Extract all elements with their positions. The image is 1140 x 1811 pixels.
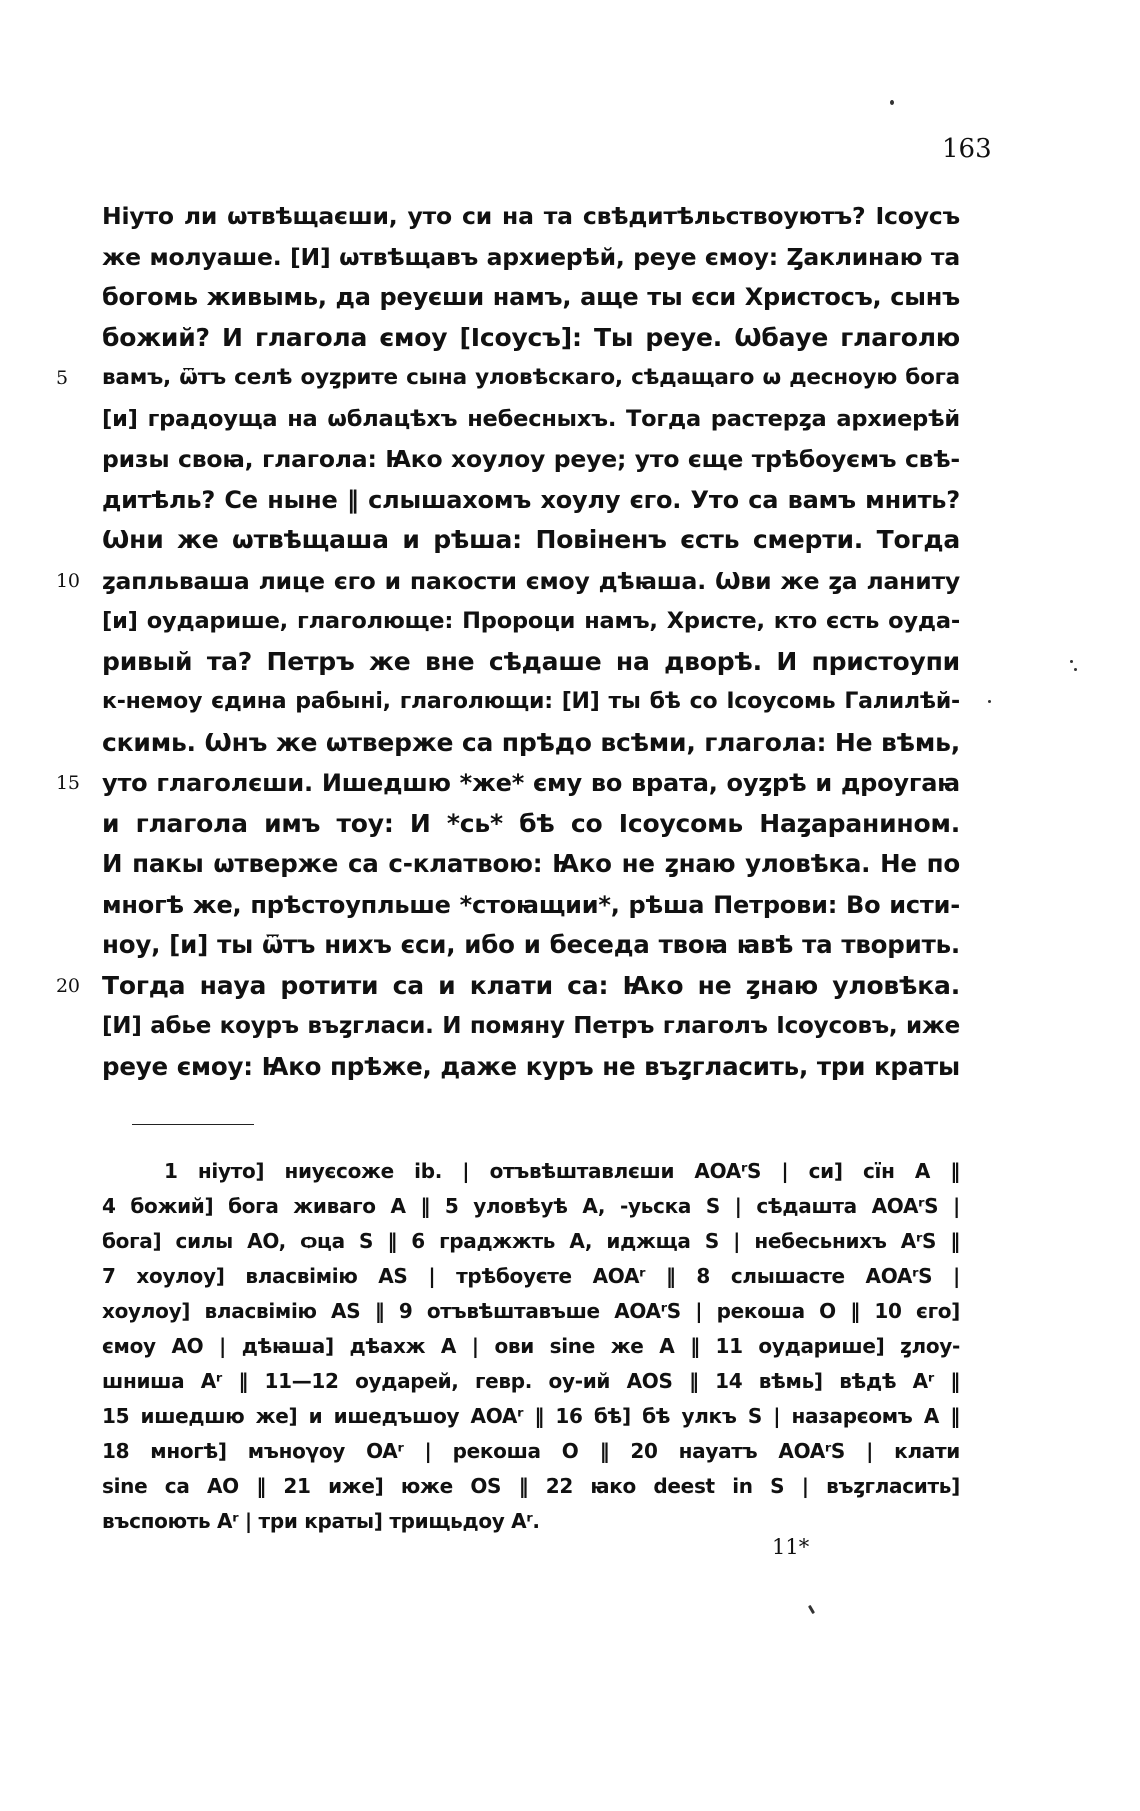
- line-text: [И] абье коуръ въȥгласи. И помяну Петръ глаголъ Ісоусовъ, иже: [102, 1013, 960, 1039]
- text-line: [56, 966, 960, 1007]
- text-line: [102, 1006, 960, 1047]
- line-text: Тогда науа ротити са и клати са: Ꙗко не ȥнаю уловѣка.: [102, 970, 960, 1000]
- text-line: [102, 601, 960, 642]
- apparatus-line: 4 божий] бога живаго A ‖ 5 уловѣуѣ A, -уьска S | сѣдашта AOAʳS |: [102, 1194, 960, 1218]
- line-text: [и] оударише, глаголюще: Пророци намъ, Христе, кто єсть оуда-: [102, 608, 960, 634]
- text-line: [102, 885, 960, 926]
- text-line: [102, 237, 960, 278]
- text-line: [102, 844, 960, 885]
- text-line: [102, 196, 960, 237]
- line-text: же молуаше. [И] ѡтвѣщавъ архиерѣй, реуе ємоу: Ȥаклинаю та: [102, 242, 960, 271]
- text-line: [102, 1047, 960, 1088]
- print-speck: [1070, 660, 1073, 663]
- apparatus-line: ємоу AO | дѣꙗша] дѣахж A | ови sine же A ‖ 11 оударише] ȥлоу-: [102, 1334, 960, 1358]
- text-line: [102, 723, 960, 764]
- text-line: [56, 561, 960, 602]
- line-text: ризы своꙗ, глагола: Ꙗко хоулоу реуе; уто єще трѣбоуємъ свѣ-: [102, 445, 960, 473]
- apparatus-line: хоулоу] власвімію AS ‖ 9 отъвѣштавъше AOAʳS | рекоша O ‖ 10 єго]: [102, 1299, 960, 1323]
- line-text: богомь живымь, да реуєши намъ, аще ты єси Христосъ, сынъ: [102, 283, 960, 311]
- text-line: [102, 520, 960, 561]
- line-number: 5: [56, 367, 68, 389]
- apparatus-line: 7 хоулоу] власвімію AS | трѣбоуєте AOAʳ ‖ 8 слышасте AOAʳS |: [102, 1264, 960, 1288]
- line-text: скимь. Ѡнъ же ѡтверже са прѣдо всѣми, глагола: Не вѣмь,: [102, 727, 960, 757]
- line-number: 20: [56, 974, 80, 997]
- footnote-separator: [132, 1124, 254, 1125]
- text-line: [102, 318, 960, 359]
- line-text: И пакы ѡтверже са с-клатвою: Ꙗко не ȥнаю уловѣка. Не по: [102, 849, 960, 878]
- text-line: [102, 399, 960, 440]
- text-line: [102, 925, 960, 966]
- line-text: к-немоу єдина рабыні, глаголющи: [И] ты бѣ со Ісоусомь Галилѣй-: [102, 689, 960, 714]
- line-text: уто глаголєши. Ишедшю *же* єму во врата, оуȥрѣ и дроугаꙗ: [102, 769, 960, 797]
- line-text: ривый та? Петръ же вне сѣдаше на дворѣ. И пристоупи: [102, 646, 960, 676]
- line-text: Ѡни же ѡтвѣщаша и рѣша: Повіненъ єсть смерти. Тогда: [102, 525, 960, 554]
- text-line: [102, 480, 960, 521]
- line-text: [и] градоуща на ѡблацѣхъ небесныхъ. Тогда растерȥа архиерѣй: [102, 405, 960, 432]
- text-line: [56, 763, 960, 804]
- line-text: многѣ же, прѣстоупльше *стоꙗщии*, рѣша Петрови: Во исти-: [102, 890, 960, 919]
- line-text: дитѣль? Се ныне ‖ слышахомъ хоулу єго. Уто са вамъ мнить?: [102, 485, 960, 514]
- apparatus-line: шниша Aʳ ‖ 11—12 оударей, гевр. оу-ий AOS ‖ 14 вѣмь] вѣдѣ Aʳ ‖: [102, 1369, 960, 1393]
- apparatus-line: бога] силы AO, ѻца S ‖ 6 граджжть A, иджща S | небесьнихъ AʳS ‖: [102, 1229, 960, 1253]
- text-line: [102, 439, 960, 480]
- critical-apparatus: [102, 1154, 960, 1539]
- print-speck: [890, 100, 894, 105]
- line-number: 10: [56, 569, 80, 592]
- line-number: 15: [56, 772, 80, 794]
- page-number: 163: [942, 134, 992, 164]
- text-line: [102, 277, 960, 318]
- text-line: [56, 358, 960, 399]
- line-text: и глагола имъ тоу: И *сь* бѣ со Ісоусомь Наȥаранином.: [102, 808, 960, 838]
- apparatus-line: 15 ишедшю же] и ишедъшоу AOAʳ ‖ 16 бѣ] бѣ улкъ S | назарєомъ A ‖: [102, 1404, 960, 1428]
- main-text: [56, 196, 960, 1087]
- text-line: [102, 804, 960, 845]
- text-line: [102, 682, 960, 723]
- line-text: божий? И глагола ємоу [Ісоусъ]: Ты реуе. Ѡбауе глаголю: [102, 322, 960, 352]
- print-speck: [1074, 668, 1077, 671]
- text-line: [102, 642, 960, 683]
- apparatus-line: 18 многѣ] мънογоу OAʳ | рекоша O ‖ 20 науатъ AOAʳS | клати: [102, 1439, 960, 1463]
- line-text: вамъ, ѿтъ селѣ оуȥрите сына уловѣскаго, сѣдащаго ѡ десноую бога: [102, 365, 960, 390]
- apparatus-line: 1 ніуто] ниуєсоже ib. | отъвѣштавлєши AOAʳS | си] сїн A ‖: [164, 1159, 960, 1183]
- print-speck: [988, 700, 991, 703]
- line-text: ноу, [и] ты ѿтъ нихъ єси, ибо и беседа твоꙗ ꙗвѣ та творить.: [102, 930, 960, 959]
- signature-mark: 11*: [772, 1535, 810, 1559]
- apparatus-line: sine са AO ‖ 21 иже] юже OS ‖ 22 ꙗко deest in S | въȥгласить]: [102, 1474, 960, 1498]
- apparatus-line: въспоють Aʳ | три краты] трищьдоу Aʳ.: [102, 1509, 540, 1533]
- print-speck: [808, 1605, 815, 1614]
- line-text: ȥапльваша лице єго и пакости ємоу дѣꙗша. Ѡви же ȥа ланиту: [102, 566, 960, 595]
- line-text: Ніуто ли ѡтвѣщаєши, уто си на та свѣдитѣльствоуютъ? Ісоусъ: [102, 202, 960, 230]
- line-text: реуе ємоу: Ꙗко прѣже, даже куръ не въȥгласить, три краты: [102, 1051, 960, 1081]
